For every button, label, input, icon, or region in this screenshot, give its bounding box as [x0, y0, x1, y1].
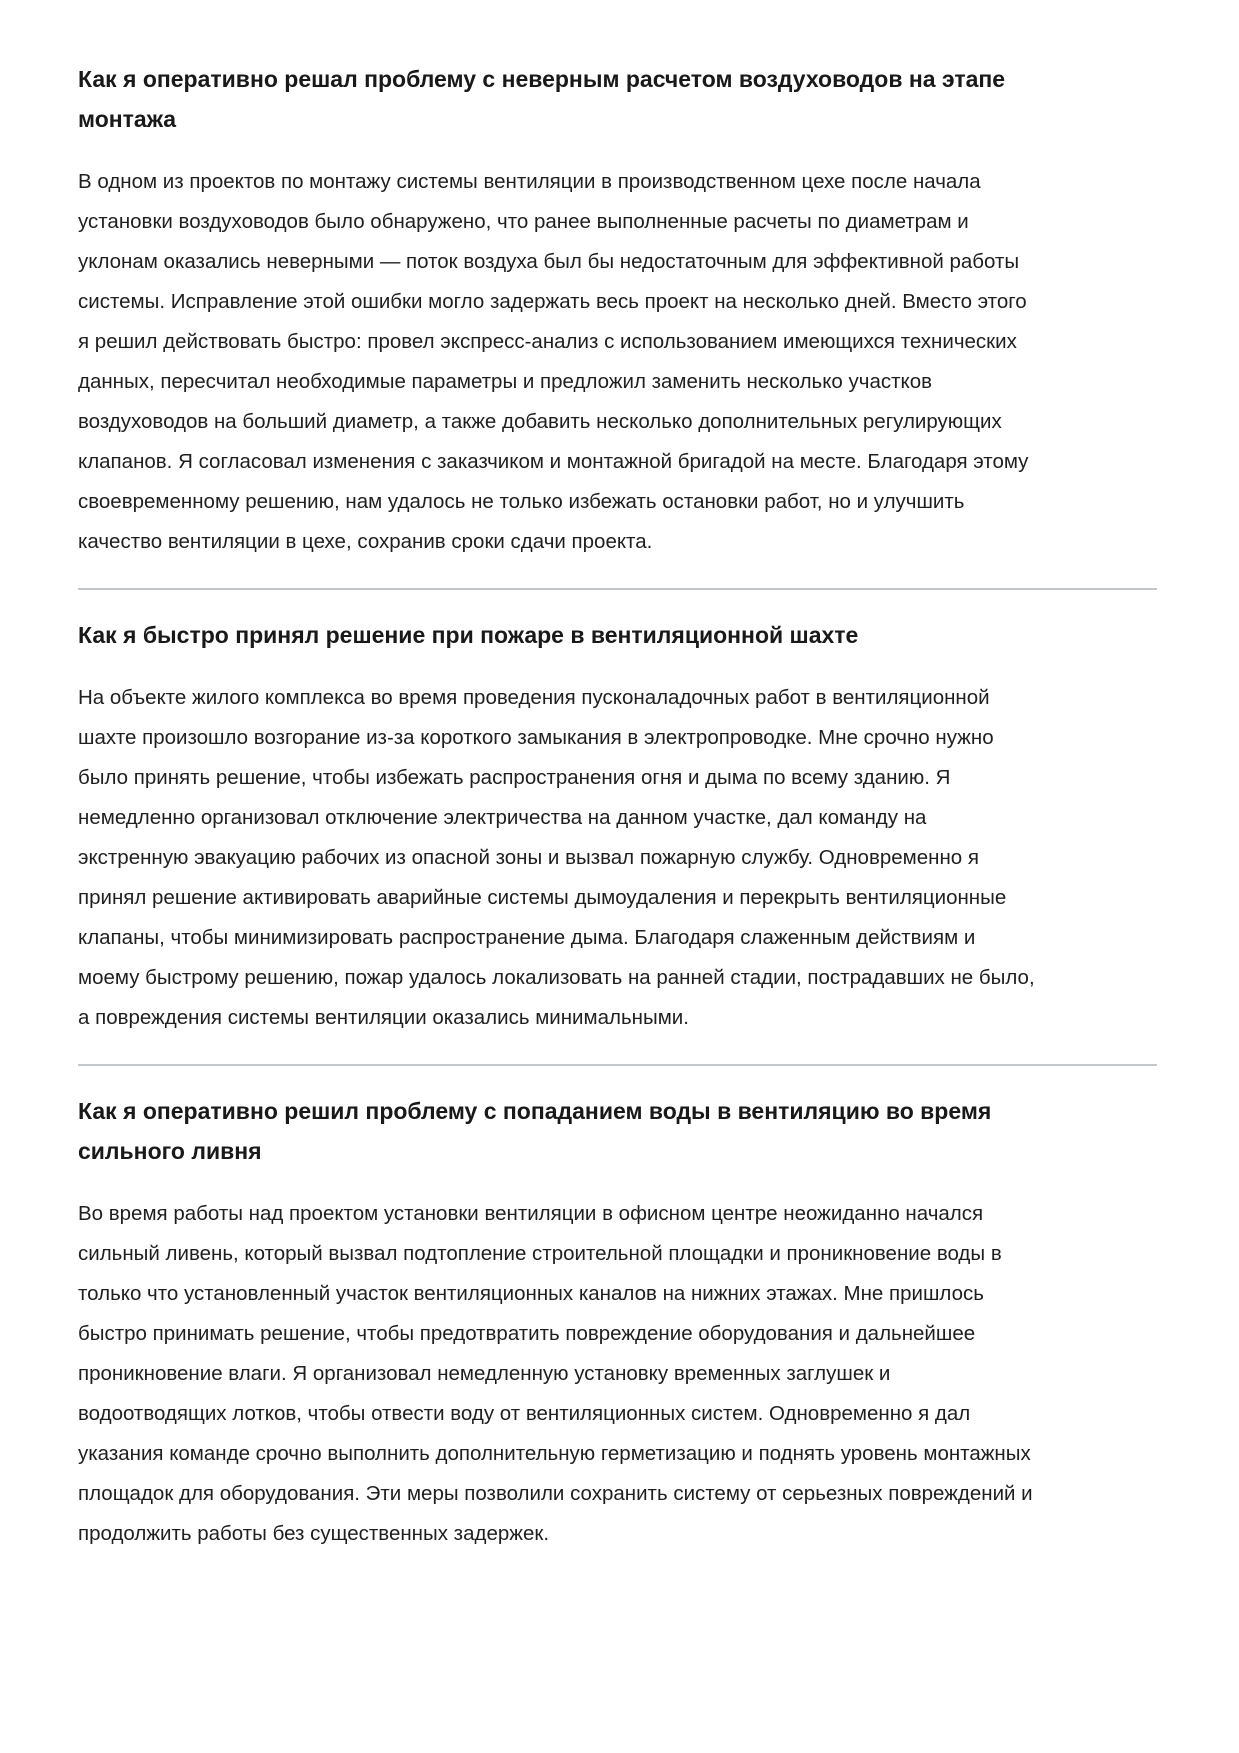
- section-body: В одном из проектов по монтажу системы вентиляции в производственном цехе после начала установки воздуховодов было обнаружено, что ранее выполненные расчеты по диаметрам и уклонам оказались неверными — поток воздуха был бы недостаточным для эффективной работы системы. Исправление этой ошибки могло задержать весь проект на несколько дней. Вместо этого я решил действовать быстро: провел экспресс-анализ с использованием имеющихся технических данных, пересчитал необходимые параметры и предложил заменить несколько участков воздуховодов на больший диаметр, а также добавить несколько дополнительных регулирующих клапанов. Я согласовал изменения с заказчиком и монтажной бригадой на месте. Благодаря этому своевременному решению, нам удалось не только избежать остановки работ, но и улучшить качество вентиляции в цехе, сохранив сроки сдачи проекта.: [78, 170, 1029, 553]
- section-heading: Как я оперативно решал проблему с неверным расчетом воздуховодов на этапе монтажа: [78, 66, 1006, 132]
- section-heading: Как я оперативно решил проблему с попаданием воды в вентиляцию во время сильного ливня: [78, 1098, 992, 1164]
- section-heading: Как я быстро принял решение при пожаре в вентиляционной шахте: [78, 622, 859, 648]
- section-divider: [78, 588, 1157, 590]
- section-body: Во время работы над проектом установки вентиляции в офисном центре неожиданно начался сильный ливень, который вызвал подтопление строительной площадки и проникновение воды в только что установленный участок вентиляционных каналов на нижних этажах. Мне пришлось быстро принимать решение, чтобы предотвратить повреждение оборудования и дальнейшее проникновение влаги. Я организовал немедленную установку временных заглушек и водоотводящих лотков, чтобы отвести воду от вентиляционных систем. Одновременно я дал указания команде срочно выполнить дополнительную герметизацию и поднять уровень монтажных площадок для оборудования. Эти меры позволили сохранить систему от серьезных повреждений и продолжить работы без существенных задержек.: [78, 1202, 1033, 1545]
- section-body: На объекте жилого комплекса во время проведения пусконаладочных работ в вентиляционной шахте произошло возгорание из-за короткого замыкания в электропроводке. Мне срочно нужно было принять решение, чтобы избежать распространения огня и дыма по всему зданию. Я немедленно организовал отключение электричества на данном участке, дал команду на экстренную эвакуацию рабочих из опасной зоны и вызвал пожарную службу. Одновременно я принял решение активировать аварийные системы дымоудаления и перекрыть вентиляционные клапаны, чтобы минимизировать распространение дыма. Благодаря слаженным действиям и моему быстрому решению, пожар удалось локализовать на ранней стадии, пострадавших не было, а повреждения системы вентиляции оказались минимальными.: [78, 686, 1035, 1029]
- section-duct-calculation: [78, 59, 1157, 562]
- section-shaft-fire: [78, 615, 1157, 1038]
- section-divider: [78, 1064, 1157, 1066]
- section-water-ingress: [78, 1091, 1157, 1554]
